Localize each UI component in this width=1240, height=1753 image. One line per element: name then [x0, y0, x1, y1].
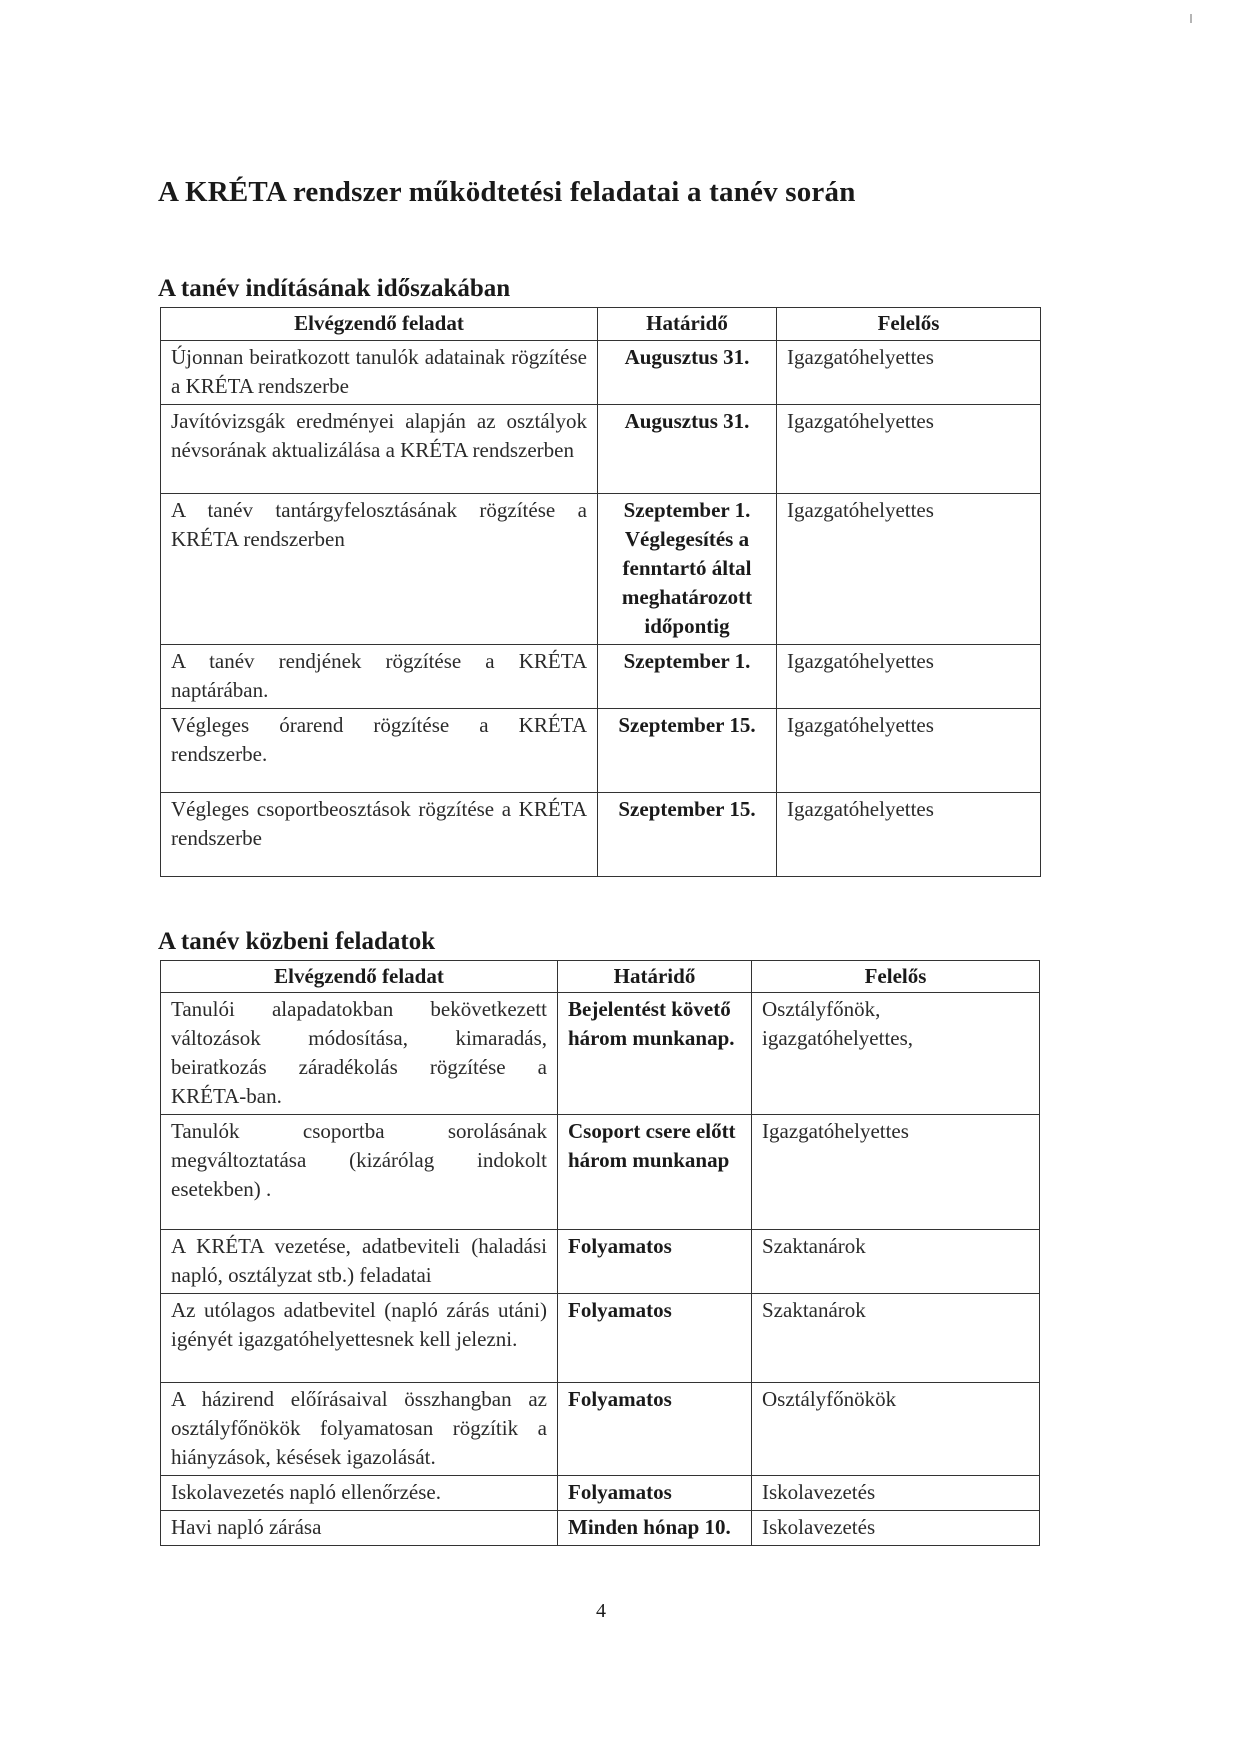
table-row	[161, 1383, 1040, 1476]
scan-mark	[1190, 14, 1192, 23]
task-cell: Újonnan beiratkozott tanulók adatainak rögzítése a KRÉTA rendszerbe	[161, 341, 598, 405]
deadline-cell: Folyamatos	[558, 1476, 752, 1511]
start-of-year-table	[160, 307, 1041, 877]
column-header-task: Elvégzendő feladat	[161, 308, 598, 341]
page-number: 4	[596, 1600, 606, 1622]
deadline-cell: Folyamatos	[558, 1383, 752, 1476]
deadline-cell: Folyamatos	[558, 1230, 752, 1294]
responsible-cell: Igazgatóhelyettes	[777, 793, 1041, 877]
deadline-cell: Minden hónap 10.	[558, 1511, 752, 1546]
task-cell: A házirend előírásaival összhangban az osztályfőnökök folyamatosan rögzítik a hiányzások, késések igazolását.	[161, 1383, 558, 1476]
column-header-deadline: Határidő	[598, 308, 777, 341]
task-cell: Végleges csoportbeosztások rögzítése a KRÉTA rendszerbe	[161, 793, 598, 877]
page-title: A KRÉTA rendszer működtetési feladatai a tanév során	[158, 176, 856, 208]
table-row	[161, 645, 1041, 709]
deadline-cell: Szeptember 1. Véglegesítés a fenntartó által meghatározott időpontig	[598, 494, 777, 645]
task-cell: A tanév rendjének rögzítése a KRÉTA naptárában.	[161, 645, 598, 709]
responsible-cell: Osztályfőnökök	[752, 1383, 1040, 1476]
table-row	[161, 1511, 1040, 1546]
deadline-cell: Szeptember 15.	[598, 709, 777, 793]
during-year-table	[160, 960, 1040, 1546]
deadline-cell: Bejelentést követő három munkanap.	[558, 993, 752, 1115]
responsible-cell: Igazgatóhelyettes	[777, 494, 1041, 645]
deadline-cell: Folyamatos	[558, 1294, 752, 1383]
column-header-responsible: Felelős	[777, 308, 1041, 341]
task-cell: Tanulói alapadatokban bekövetkezett változások módosítása, kimaradás, beiratkozás záradékolás rögzítése a KRÉTA-ban.	[161, 993, 558, 1115]
table-row	[161, 341, 1041, 405]
deadline-cell: Augusztus 31.	[598, 405, 777, 494]
task-cell: A KRÉTA vezetése, adatbeviteli (haladási napló, osztályzat stb.) feladatai	[161, 1230, 558, 1294]
task-cell: Iskolavezetés napló ellenőrzése.	[161, 1476, 558, 1511]
column-header-task: Elvégzendő feladat	[161, 961, 558, 993]
responsible-cell: Igazgatóhelyettes	[777, 645, 1041, 709]
task-cell: A tanév tantárgyfelosztásának rögzítése a KRÉTA rendszerben	[161, 494, 598, 645]
deadline-cell: Augusztus 31.	[598, 341, 777, 405]
responsible-cell: Osztályfőnök, igazgatóhelyettes,	[752, 993, 1040, 1115]
table-row	[161, 1476, 1040, 1511]
task-cell: Az utólagos adatbevitel (napló zárás utáni) igényét igazgatóhelyettesnek kell jelezni.	[161, 1294, 558, 1383]
task-cell: Végleges órarend rögzítése a KRÉTA rendszerbe.	[161, 709, 598, 793]
task-cell: Javítóvizsgák eredményei alapján az osztályok névsorának aktualizálása a KRÉTA rendszerben	[161, 405, 598, 494]
table-row	[161, 793, 1041, 877]
deadline-cell: Szeptember 15.	[598, 793, 777, 877]
table-row	[161, 1230, 1040, 1294]
responsible-cell: Igazgatóhelyettes	[777, 405, 1041, 494]
deadline-cell: Szeptember 1.	[598, 645, 777, 709]
table-row	[161, 494, 1041, 645]
responsible-cell: Igazgatóhelyettes	[777, 709, 1041, 793]
task-cell: Tanulók csoportba sorolásának megváltoztatása (kizárólag indokolt esetekben) .	[161, 1115, 558, 1230]
responsible-cell: Igazgatóhelyettes	[777, 341, 1041, 405]
column-header-responsible: Felelős	[752, 961, 1040, 993]
responsible-cell: Igazgatóhelyettes	[752, 1115, 1040, 1230]
table-row	[161, 1294, 1040, 1383]
task-cell: Havi napló zárása	[161, 1511, 558, 1546]
column-header-deadline: Határidő	[558, 961, 752, 993]
table-row	[161, 993, 1040, 1115]
table-row	[161, 1115, 1040, 1230]
section-heading-during: A tanév közbeni feladatok	[158, 928, 436, 955]
table-row	[161, 405, 1041, 494]
deadline-cell: Csoport csere előtt három munkanap	[558, 1115, 752, 1230]
table-row	[161, 709, 1041, 793]
responsible-cell: Iskolavezetés	[752, 1476, 1040, 1511]
responsible-cell: Iskolavezetés	[752, 1511, 1040, 1546]
section-heading-start: A tanév indításának időszakában	[158, 275, 511, 302]
responsible-cell: Szaktanárok	[752, 1294, 1040, 1383]
responsible-cell: Szaktanárok	[752, 1230, 1040, 1294]
